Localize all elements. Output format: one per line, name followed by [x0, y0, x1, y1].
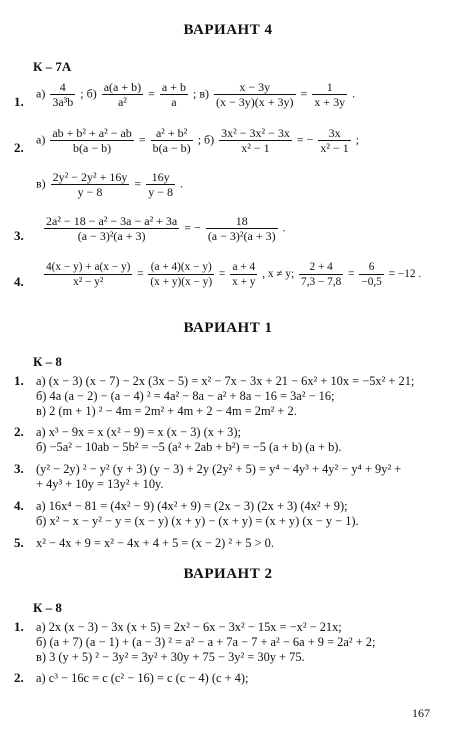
- v1-item-1-line-b: б) 4a (a − 2) − (a − 4) ² = 4a² − 8a − a² + 8a − 16 = 3a² − 16;: [36, 389, 335, 403]
- v1-item-3-number: 3.: [14, 461, 24, 476]
- problem-1-number: 1.: [14, 94, 24, 109]
- v1-item-2-line-a: а) x³ − 9x = x (x² − 9) = x (x − 3) (x + 3);: [36, 425, 241, 439]
- problem-4-number: 4.: [14, 274, 24, 289]
- v2-item-1-line-b: б) (a + 7) (a − 1) + (a − 3) ² = a² − a + 7a − 7 + a² − 6a + 9 = 2a² + 2;: [36, 635, 376, 649]
- v1-item-1-number: 1.: [14, 373, 24, 388]
- v1-item-5-number: 5.: [14, 535, 24, 550]
- problem-2-expression-c: в) $\frac{\text{2y² − 2y² + 16y}}{y - 8}$ = $\frac{16y}{y - 8}$ .: [36, 170, 183, 199]
- v1-item-1-line-a: а) (x − 3) (x − 7) − 2x (3x − 5) = x² − 7x − 3x + 21 − 6x² + 10x = −5x² + 21;: [36, 374, 415, 388]
- problem-2-number: 2.: [14, 140, 24, 155]
- v1-item-3-line-a: (y² − 2y) ² − y² (y + 3) (y − 3) + 2y (2y² + 5) = y⁴ − 4y³ + 4y² − y⁴ + 9y² +: [36, 462, 402, 476]
- problem-3-number: 3.: [14, 228, 24, 243]
- v2-item-2-number: 2.: [14, 670, 24, 685]
- v1-item-2-line-b: б) −5a² − 10ab − 5b² = −5 (a² + 2ab + b²) = −5 (a + b) (a + b).: [36, 440, 342, 454]
- page-number: 167: [412, 706, 430, 720]
- v1-item-1-line-c: в) 2 (m + 1) ² − 4m = 2m² + 4m + 2 − 4m = 2m² + 2.: [36, 404, 297, 418]
- problem-4-expression: $\frac{4(x - y) + a(x - y)}{\text{x² − y²}}$ = $\frac{(a + 4)(x - y)}{(x + y)(x - y)}$ = $\frac{a + 4}{x + y}$ , x ≠ y; $\frac{2 + 4}{7,3 - 7,8}$ = $\frac{6}{-0,5}$ = −12 .: [46, 261, 422, 288]
- problem-1-expression: а) $\frac{4}{\text{3a³b}}$ ; б) $\frac{a(a + b)}{\text{a²}}$ = $\frac{a + b}{a}$ ; в) $\frac{x - 3y}{(x - 3y)(x + 3y)}$ = $\frac{1}{x + 3y}$ .: [36, 80, 356, 109]
- problem-3-expression: $\frac{\text{2a² − 18 − a² − 3a − a² + 3a}}{\text{(a − 3)²(a + 3)}}$ = − $\frac{18}{\text{(a − 3)²(a + 3)}}$ .: [46, 214, 286, 243]
- heading-variant-4: ВАРИАНТ 4: [183, 22, 273, 38]
- v2-item-1-line-a: а) 2x (x − 3) − 3x (x + 5) = 2x² − 6x − 3x² − 15x = −x² − 21x;: [36, 620, 342, 634]
- subheading-k7a: К – 7А: [33, 59, 72, 74]
- v2-item-1-number: 1.: [14, 619, 24, 634]
- subheading-k8-v2: К – 8: [33, 600, 62, 615]
- v1-item-4-line-a: а) 16x⁴ − 81 = (4x² − 9) (4x² + 9) = (2x − 3) (2x + 3) (4x² + 9);: [36, 499, 348, 513]
- heading-variant-2: ВАРИАНТ 2: [183, 566, 273, 582]
- heading-variant-1: ВАРИАНТ 1: [183, 320, 273, 336]
- v1-item-3-line-b: + 4y³ + 10y = 13y² + 10y.: [36, 477, 164, 491]
- v2-item-1-line-c: в) 3 (y + 5) ² − 3y² = 3y² + 30y + 75 − 3y² = 30y + 75.: [36, 650, 305, 664]
- subheading-k8-v1: К – 8: [33, 354, 62, 369]
- v1-item-5-line-a: x² − 4x + 9 = x² − 4x + 4 + 5 = (x − 2) ² + 5 > 0.: [36, 536, 274, 550]
- problem-2-expression-ab: а) $\frac{\text{ab + b² + a² − ab}}{b(a - b)}$ = $\frac{\text{a² + b²}}{b(a - b)}$ ; б) $\frac{\text{3x² − 3x² − 3x}}{\text{x² − 1}}$ = − $\frac{3x}{\text{x² − 1}}$ ;: [36, 126, 360, 155]
- v1-item-4-line-b: б) x² − x − y² − y = (x − y) (x + y) − (x + y) = (x + y) (x − y − 1).: [36, 514, 359, 528]
- v1-item-4-number: 4.: [14, 498, 24, 513]
- v2-item-2-line-a: а) c³ − 16c = c (c² − 16) = c (c − 4) (c + 4);: [36, 671, 249, 685]
- v1-item-2-number: 2.: [14, 424, 24, 439]
